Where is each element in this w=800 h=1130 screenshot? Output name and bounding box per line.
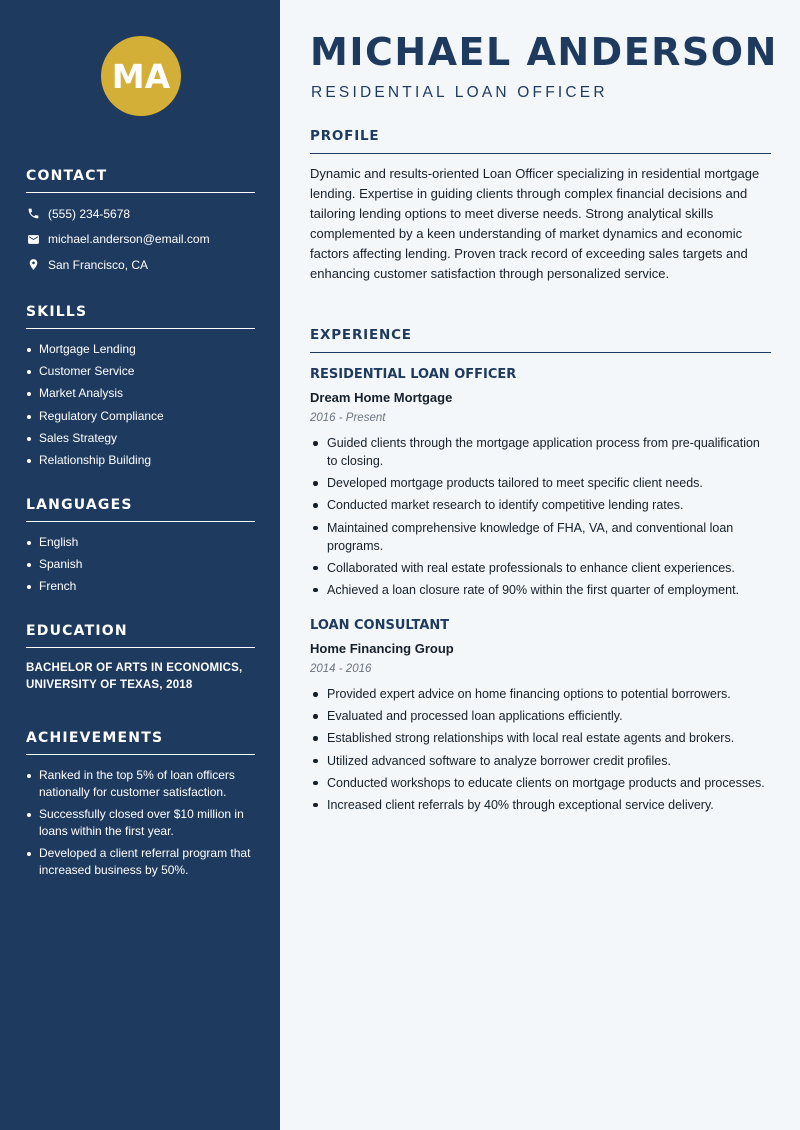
job-bullet: Provided expert advice on home financing options to potential borrowers. bbox=[310, 685, 772, 703]
education-school: UNIVERSITY OF TEXAS, 2018 bbox=[26, 679, 193, 691]
experience-entry bbox=[310, 617, 772, 818]
sidebar bbox=[0, 0, 280, 1130]
languages-section bbox=[26, 497, 255, 601]
profile-heading: PROFILE bbox=[310, 128, 771, 154]
location-pin-icon bbox=[26, 258, 40, 272]
skill-item: Mortgage Lending bbox=[26, 341, 255, 358]
email-text[interactable]: michael.anderson@email.com bbox=[48, 232, 210, 246]
job-bullets bbox=[310, 434, 772, 599]
job-company: Home Financing Group bbox=[310, 641, 454, 656]
job-bullet: Guided clients through the mortgage application process from pre-qualification to closing. bbox=[310, 434, 772, 470]
profile-text: Dynamic and results-oriented Loan Officer specializing in residential mortgage lending. Expertise in guiding clients through complex financial decisions and tailoring lending options to meet diverse needs. Strong analytical skills complemented by a keen understanding of market dynamics and economic factors affecting lending. Proven track record of exceeding sales targets and enhancing customer satisfaction through personalized service. bbox=[310, 166, 760, 282]
achievements-list bbox=[26, 767, 255, 879]
candidate-title: RESIDENTIAL LOAN OFFICER bbox=[311, 84, 608, 101]
education-degree: BACHELOR OF ARTS IN ECONOMICS, bbox=[26, 662, 243, 674]
skill-item: Market Analysis bbox=[26, 385, 255, 402]
job-role: RESIDENTIAL LOAN OFFICER bbox=[310, 367, 517, 382]
job-company: Dream Home Mortgage bbox=[310, 390, 453, 405]
achievement-item: Developed a client referral program that increased business by 50%. bbox=[26, 845, 255, 879]
skill-item: Relationship Building bbox=[26, 452, 255, 469]
skills-heading: SKILLS bbox=[26, 304, 255, 329]
job-bullet: Established strong relationships with local real estate agents and brokers. bbox=[310, 729, 772, 747]
achievement-item: Successfully closed over $10 million in loans within the first year. bbox=[26, 806, 255, 840]
contact-phone bbox=[26, 205, 255, 222]
location-text: San Francisco, CA bbox=[48, 257, 149, 272]
skills-section bbox=[26, 304, 255, 474]
education-heading: EDUCATION bbox=[26, 623, 255, 648]
avatar-initials: MA bbox=[111, 56, 171, 96]
job-bullet: Utilized advanced software to analyze borrower credit profiles. bbox=[310, 752, 772, 770]
contact-email bbox=[26, 231, 255, 248]
skill-item: Customer Service bbox=[26, 363, 255, 380]
contact-section bbox=[26, 168, 255, 282]
achievements-heading: ACHIEVEMENTS bbox=[26, 730, 255, 755]
job-bullet: Collaborated with real estate professionals to enhance client experiences. bbox=[310, 559, 772, 577]
job-dates: 2014 - 2016 bbox=[310, 663, 372, 675]
languages-heading: LANGUAGES bbox=[26, 497, 255, 522]
job-bullet: Maintained comprehensive knowledge of FHA, VA, and conventional loan programs. bbox=[310, 519, 772, 555]
education-section bbox=[26, 623, 255, 694]
experience-entry bbox=[310, 366, 772, 603]
languages-list bbox=[26, 534, 255, 595]
email-icon bbox=[26, 232, 40, 246]
job-bullet: Achieved a loan closure rate of 90% within the first quarter of employment. bbox=[310, 581, 772, 599]
job-role: LOAN CONSULTANT bbox=[310, 618, 450, 633]
skill-item: Regulatory Compliance bbox=[26, 408, 255, 425]
contact-heading: CONTACT bbox=[26, 168, 255, 193]
achievement-item: Ranked in the top 5% of loan officers nationally for customer satisfaction. bbox=[26, 767, 255, 801]
experience-heading: EXPERIENCE bbox=[310, 327, 771, 353]
phone-text[interactable]: (555) 234-5678 bbox=[48, 206, 131, 221]
job-bullet: Developed mortgage products tailored to meet specific client needs. bbox=[310, 474, 772, 492]
achievements-section bbox=[26, 730, 255, 885]
main-content bbox=[280, 0, 800, 1130]
language-item: Spanish bbox=[26, 556, 255, 573]
job-bullet: Conducted market research to identify competitive lending rates. bbox=[310, 496, 772, 514]
language-item: English bbox=[26, 534, 255, 551]
candidate-name: MICHAEL ANDERSON bbox=[310, 30, 778, 74]
job-bullet: Evaluated and processed loan applications efficiently. bbox=[310, 707, 772, 725]
job-dates: 2016 - Present bbox=[310, 412, 386, 424]
language-item: French bbox=[26, 578, 255, 595]
skill-item: Sales Strategy bbox=[26, 430, 255, 447]
job-bullet: Increased client referrals by 40% through exceptional service delivery. bbox=[310, 796, 772, 814]
contact-location bbox=[26, 256, 255, 273]
job-bullets bbox=[310, 685, 772, 814]
skills-list bbox=[26, 341, 255, 469]
avatar bbox=[101, 36, 181, 116]
phone-icon bbox=[26, 207, 40, 221]
job-bullet: Conducted workshops to educate clients on mortgage products and processes. bbox=[310, 774, 772, 792]
